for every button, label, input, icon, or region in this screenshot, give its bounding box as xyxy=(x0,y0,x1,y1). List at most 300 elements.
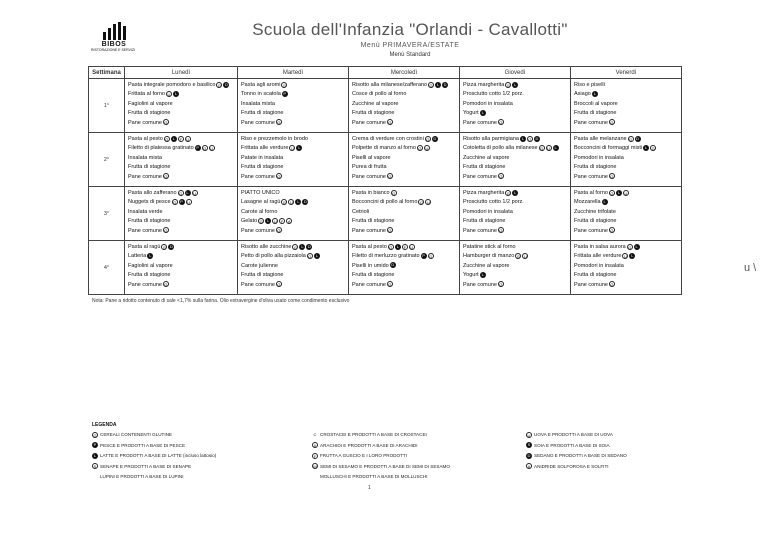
dish-name: Pomodori in insalata xyxy=(463,208,513,215)
dish-name: Crema di verdure con crostini xyxy=(352,136,424,142)
legend-item xyxy=(526,451,627,462)
dish-item xyxy=(128,243,235,252)
latte-allergen-icon: L xyxy=(635,243,638,249)
column-header: Settimana xyxy=(89,67,125,79)
latte-allergen-icon: L xyxy=(521,135,525,141)
dish-item xyxy=(352,217,457,226)
glutine-allergen-icon: G xyxy=(429,253,433,259)
dish-name: Risotto alle zucchine xyxy=(241,244,292,250)
dish-item xyxy=(352,227,457,236)
dish-item xyxy=(463,262,568,271)
dish-item xyxy=(352,281,457,290)
dish-name: Frutta di stagione xyxy=(128,110,171,117)
sedano-allergen-icon: D xyxy=(169,243,173,249)
glutine-allergen-icon: G xyxy=(164,174,168,180)
dish-name: Zucchine al vapore xyxy=(463,262,510,269)
glutine-allergen-icon: G xyxy=(499,282,503,288)
legend-label: MOLLUSCHI E PRODOTTI A BASE DI MOLLUSCHI xyxy=(320,474,428,479)
latte-allergen-icon: L xyxy=(514,81,517,87)
dish-item xyxy=(128,90,235,99)
dish-name: Pane comune xyxy=(463,173,497,180)
dish-name: Pasta al pesto xyxy=(128,136,163,142)
dish-item xyxy=(352,173,457,182)
dish-item xyxy=(463,135,568,144)
glutine-allergen-icon: G xyxy=(164,228,168,234)
latte-allergen-icon: L xyxy=(481,109,484,115)
dish-name: Pane comune xyxy=(352,281,386,288)
legend-item xyxy=(92,441,216,452)
dish-name: Frittata alle verdure xyxy=(241,145,289,152)
dish-item xyxy=(463,81,568,90)
legend-item xyxy=(312,441,450,452)
dish-item xyxy=(574,119,679,128)
dish-name: Zucchine trifolate xyxy=(574,208,616,215)
uova-allergen-icon: U xyxy=(623,253,627,259)
glutine-allergen-icon: G xyxy=(389,244,393,250)
dish-name: Frittata alle verdure xyxy=(574,253,622,260)
glutine-allergen-icon: G xyxy=(172,199,177,205)
dish-item xyxy=(463,271,568,280)
dish-name: Pasta al pesto xyxy=(352,244,387,250)
dish-item xyxy=(128,81,235,90)
dish-item xyxy=(128,173,235,182)
dish-item xyxy=(574,227,679,236)
dish-name: Pizza margherita xyxy=(463,190,505,196)
legend-label: CROSTACEI E PRODOTTI A BASE DI CROSTACEI xyxy=(320,432,427,437)
uova-allergen-icon: U xyxy=(410,244,414,250)
glutine-allergen-icon: G xyxy=(277,120,281,126)
week-row xyxy=(89,187,682,241)
frutta-allergen-icon: F xyxy=(179,136,183,142)
dish-item xyxy=(574,243,679,252)
latte-allergen-icon: L xyxy=(436,81,440,87)
sedano-allergen-icon: D xyxy=(308,243,311,249)
dish-item xyxy=(128,252,235,261)
dish-item xyxy=(241,262,346,271)
glutine-allergen-icon: G xyxy=(506,82,510,88)
glutine-allergen-icon: G xyxy=(499,174,503,180)
logo-subtitle: RISTORAZIONE E SERVIZI xyxy=(91,48,136,52)
dish-name: Pasta in bianco xyxy=(352,190,390,196)
day-cell xyxy=(238,241,349,295)
pesce-allergen-icon: P xyxy=(283,90,287,96)
column-header: Lunedì xyxy=(125,67,238,79)
sedano-allergen-icon: D xyxy=(527,452,531,458)
dish-name: Insalata verde xyxy=(128,208,163,215)
dish-item xyxy=(352,90,457,99)
dish-name: Asiago xyxy=(574,91,591,98)
column-header: Venerdì xyxy=(571,67,682,79)
glutine-allergen-icon: G xyxy=(629,136,633,142)
glutine-allergen-icon: G xyxy=(203,145,207,151)
dish-name: Pane comune xyxy=(574,281,608,288)
legend-label: FRUTTA A GUSCIO E I LORO PRODOTTI xyxy=(320,453,407,458)
dish-name: Pane comune xyxy=(241,119,275,126)
dish-item xyxy=(241,189,346,198)
dish-item xyxy=(463,173,568,182)
dish-item xyxy=(241,271,346,280)
dish-item xyxy=(241,198,346,207)
dish-item xyxy=(463,90,568,99)
latte-allergen-icon: L xyxy=(297,198,300,204)
dish-name: Patatine stick al forno xyxy=(463,244,516,250)
arachidi-allergen-icon: A xyxy=(287,218,291,224)
dish-item xyxy=(574,217,679,226)
dish-item xyxy=(128,227,235,236)
dish-name: Frutta di stagione xyxy=(463,218,506,225)
dish-name: Pasta agli aromi xyxy=(241,82,281,88)
week-row xyxy=(89,133,682,187)
day-cell xyxy=(238,79,349,133)
dish-name: Frutta di stagione xyxy=(241,110,284,117)
glutine-allergen-icon: G xyxy=(259,218,263,224)
dish-item xyxy=(463,119,568,128)
legend-column xyxy=(526,430,627,472)
dish-item xyxy=(463,144,568,153)
dish-name: Bocconcini di formaggi misti xyxy=(574,145,643,152)
week-label: 1° xyxy=(89,79,125,133)
page-title: Scuola dell'Infanzia "Orlandi - Cavallotti" xyxy=(252,20,568,39)
glutine-allergen-icon: G xyxy=(610,190,614,196)
legend-label: LUPINI E PRODOTTI A BASE DI LUPINI xyxy=(100,474,184,479)
dish-item xyxy=(574,281,679,290)
dish-item xyxy=(574,100,679,109)
footnote: Nota: Pane a ridotto contenuto di sale <1,7% sulla farina. Olio extravergine d'oliva usato come condimento esclusivo xyxy=(92,298,350,304)
dish-item xyxy=(352,252,457,261)
day-cell xyxy=(349,79,460,133)
crostacei-allergen-icon: C xyxy=(313,431,317,437)
uova-allergen-icon: U xyxy=(527,432,531,438)
dish-name: Latteria xyxy=(128,253,147,260)
dish-item xyxy=(574,271,679,280)
dish-name: Pane comune xyxy=(463,227,497,234)
glutine-allergen-icon: G xyxy=(178,190,183,196)
dish-item xyxy=(128,100,235,109)
dish-item xyxy=(574,109,679,118)
dish-item xyxy=(128,119,235,128)
glutine-allergen-icon: G xyxy=(277,228,281,234)
dish-name: Filetto di merluzzo gratinato xyxy=(352,253,420,260)
glutine-allergen-icon: G xyxy=(164,282,168,288)
glutine-allergen-icon: G xyxy=(93,432,97,438)
dish-name: Zucchine al vapore xyxy=(352,100,399,107)
sedano-allergen-icon: D xyxy=(225,81,228,87)
latte-allergen-icon: L xyxy=(315,252,318,258)
dish-name: Pane comune xyxy=(352,227,386,234)
dish-item xyxy=(574,135,679,144)
dish-item xyxy=(128,135,235,144)
day-cell xyxy=(349,241,460,295)
uova-allergen-icon: U xyxy=(426,199,430,205)
glutine-allergen-icon: G xyxy=(293,244,298,250)
dish-name: Pasta al ragù xyxy=(128,244,161,250)
legend-item xyxy=(526,430,627,441)
glutine-allergen-icon: G xyxy=(610,120,614,126)
dish-item xyxy=(128,154,235,163)
handwritten-mark: u \ xyxy=(744,262,757,274)
molluschi-allergen-icon xyxy=(312,474,318,480)
soia-allergen-icon: S xyxy=(527,442,531,448)
dish-item xyxy=(241,109,346,118)
sedano-allergen-icon: D xyxy=(535,135,539,141)
dish-name: Bocconcini di pollo al forno xyxy=(352,199,418,206)
uova-allergen-icon: U xyxy=(167,91,171,97)
glutine-allergen-icon: G xyxy=(610,174,614,180)
dish-name: Pane comune xyxy=(352,119,386,126)
dish-item xyxy=(574,163,679,172)
dish-item xyxy=(241,144,346,153)
dish-item xyxy=(352,154,457,163)
day-cell xyxy=(571,79,682,133)
dish-item xyxy=(241,163,346,172)
glutine-allergen-icon: G xyxy=(516,253,520,259)
glutine-allergen-icon: G xyxy=(388,228,392,234)
uova-allergen-icon: U xyxy=(273,218,277,224)
uova-allergen-icon: U xyxy=(290,199,293,205)
logo-graphic xyxy=(103,22,129,40)
dish-item xyxy=(574,252,679,261)
glutine-allergen-icon: G xyxy=(164,120,168,126)
dish-item xyxy=(352,163,457,172)
dish-item xyxy=(241,208,346,217)
dish-item xyxy=(241,81,346,90)
dish-item xyxy=(463,154,568,163)
dish-name: Pane comune xyxy=(128,227,162,234)
dish-item xyxy=(241,154,346,163)
anidride-allergen-icon: A xyxy=(527,464,531,470)
day-cell xyxy=(571,187,682,241)
dish-item xyxy=(352,262,457,271)
sesamo-allergen-icon: M xyxy=(313,464,317,470)
dish-name: Frutta di stagione xyxy=(352,218,395,225)
dish-item xyxy=(463,100,568,109)
latte-allergen-icon: L xyxy=(645,144,648,150)
dish-name: Prosciutto cotto 1/2 porz. xyxy=(463,91,524,98)
dish-item xyxy=(241,281,346,290)
dish-item xyxy=(463,243,568,252)
day-cell xyxy=(125,241,238,295)
dish-name: Lasagne al ragù xyxy=(241,199,281,206)
dish-name: Polpette di manzo al forno xyxy=(352,145,416,152)
day-cell xyxy=(125,133,238,187)
legend-label: SOIA E PRODOTTI A BASE DI SOIA xyxy=(534,442,610,448)
glutine-allergen-icon: G xyxy=(388,120,392,126)
dish-item xyxy=(352,119,457,128)
dish-name: Frutta di stagione xyxy=(574,110,617,117)
sedano-allergen-icon: D xyxy=(304,198,307,204)
dish-name: Pomodori in insalata xyxy=(574,262,624,269)
legend-column xyxy=(312,430,450,483)
dish-name: Frutta di stagione xyxy=(574,218,617,225)
dish-item xyxy=(352,100,457,109)
dish-name: Pane comune xyxy=(574,119,608,126)
legend-item xyxy=(312,430,450,441)
dish-name: Pomodori in insalata xyxy=(574,154,624,161)
dish-item xyxy=(128,109,235,118)
dish-name: Frittata al forno xyxy=(128,91,165,98)
dish-item xyxy=(463,189,568,198)
dish-item xyxy=(463,252,568,261)
dish-name: Riso e prezzemolo in brodo xyxy=(241,136,308,142)
frutta-allergen-icon: F xyxy=(313,453,317,459)
dish-name: Nuggets di pesce xyxy=(128,199,171,206)
frutta-allergen-icon: F xyxy=(280,218,284,224)
week-row xyxy=(89,241,682,295)
legend-label: SENAPE E PRODOTTI A BASE DI SENAPE xyxy=(100,463,192,469)
dish-item xyxy=(574,90,679,99)
column-header: Martedì xyxy=(238,67,349,79)
legend-item xyxy=(312,451,450,462)
senape-allergen-icon: S xyxy=(93,464,97,470)
dish-name: Zucchine al vapore xyxy=(463,154,510,161)
sedano-allergen-icon: D xyxy=(443,81,447,87)
dish-item xyxy=(463,163,568,172)
dish-item xyxy=(463,208,568,217)
glutine-allergen-icon: G xyxy=(499,228,503,234)
dish-item xyxy=(352,135,457,144)
dish-name: Frutta di stagione xyxy=(241,164,284,171)
latte-allergen-icon: L xyxy=(554,144,557,150)
legend-item xyxy=(92,430,216,441)
glutine-allergen-icon: G xyxy=(282,199,287,205)
dish-item xyxy=(574,189,679,198)
dish-name: Pane comune xyxy=(463,281,497,288)
latte-allergen-icon: L xyxy=(301,243,304,249)
dish-name: Insalata mista xyxy=(241,100,275,107)
glutine-allergen-icon: G xyxy=(418,145,422,151)
legend-item xyxy=(312,462,450,473)
day-cell xyxy=(238,187,349,241)
dish-item xyxy=(463,217,568,226)
latte-allergen-icon: L xyxy=(172,135,175,141)
dish-item xyxy=(128,163,235,172)
dish-item xyxy=(241,252,346,261)
dish-name: Risotto alla parmigiana xyxy=(463,136,519,142)
glutine-allergen-icon: G xyxy=(165,136,169,142)
glutine-allergen-icon: G xyxy=(277,174,281,180)
dish-name: Tonno in scatola xyxy=(241,91,281,98)
dish-item xyxy=(241,243,346,252)
dish-name: Cetrioli xyxy=(352,208,370,215)
uova-allergen-icon: U xyxy=(425,145,429,151)
day-cell xyxy=(349,187,460,241)
week-row xyxy=(89,79,682,133)
legend-label: LATTE E PRODOTTI A BASE DI LATTE (incluso lattosio) xyxy=(100,453,217,458)
company-logo xyxy=(91,22,136,52)
dish-name: Pane comune xyxy=(463,119,497,126)
sedano-allergen-icon: D xyxy=(636,135,640,141)
dish-item xyxy=(574,208,679,217)
dish-item xyxy=(241,100,346,109)
glutine-allergen-icon: G xyxy=(610,228,614,234)
day-cell xyxy=(238,133,349,187)
legend-title: LEGENDA xyxy=(92,422,117,428)
latte-allergen-icon: L xyxy=(174,90,178,96)
column-header: Giovedì xyxy=(460,67,571,79)
dish-item xyxy=(128,217,235,226)
glutine-allergen-icon: G xyxy=(528,136,532,142)
legend-item xyxy=(312,472,450,483)
sedano-allergen-icon: D xyxy=(391,262,395,268)
latte-allergen-icon: L xyxy=(631,252,634,258)
dish-item xyxy=(352,271,457,280)
dish-item xyxy=(241,173,346,182)
dish-name: Frutta di stagione xyxy=(128,164,171,171)
dish-name: Fagiolini al vapore xyxy=(128,100,173,107)
glutine-allergen-icon: G xyxy=(388,174,392,180)
dish-name: Cosce di pollo al forno xyxy=(352,91,407,98)
glutine-allergen-icon: G xyxy=(308,253,312,259)
dish-item xyxy=(574,81,679,90)
dish-name: Pomodori in insalata xyxy=(463,100,513,107)
dish-name: Frutta di stagione xyxy=(128,218,171,225)
day-cell xyxy=(460,241,571,295)
glutine-allergen-icon: G xyxy=(217,82,222,88)
latte-allergen-icon: L xyxy=(298,144,301,150)
glutine-allergen-icon: G xyxy=(628,244,632,250)
dish-name: Pane comune xyxy=(241,281,275,288)
dish-item xyxy=(128,198,235,207)
dish-name: Pane comune xyxy=(128,173,162,180)
dish-name: Pasta alle melanzane xyxy=(574,136,627,142)
dish-item xyxy=(352,243,457,252)
week-label: 3° xyxy=(89,187,125,241)
dish-name: Piselli in umido xyxy=(352,262,389,269)
dish-name: Yogurt xyxy=(463,110,479,117)
dish-item xyxy=(574,154,679,163)
legend-label: ARACHIDI E PRODOTTI A BASE DI ARACHIDI xyxy=(320,442,418,448)
dish-item xyxy=(574,144,679,153)
latte-allergen-icon: L xyxy=(186,189,189,195)
dish-name: Frutta di stagione xyxy=(574,272,617,279)
dish-item xyxy=(352,198,457,207)
week-label: 4° xyxy=(89,241,125,295)
uova-allergen-icon: U xyxy=(210,145,214,151)
dish-name: Frutta di stagione xyxy=(352,272,395,279)
latte-allergen-icon: L xyxy=(267,217,270,223)
dish-item xyxy=(128,208,235,217)
latte-allergen-icon: L xyxy=(396,243,399,249)
dish-name: Purea di frutta xyxy=(352,164,387,171)
glutine-allergen-icon: G xyxy=(388,282,392,288)
glutine-allergen-icon: G xyxy=(282,82,286,88)
day-cell xyxy=(460,79,571,133)
dish-name: Petto di pollo alla pizzaiola xyxy=(241,253,306,260)
dish-item xyxy=(352,208,457,217)
dish-name: Pasta allo zafferano xyxy=(128,190,177,196)
pesce-allergen-icon: P xyxy=(196,144,200,150)
dish-item xyxy=(463,227,568,236)
glutine-allergen-icon: G xyxy=(419,199,423,205)
dish-name: Pasta in salsa aurora xyxy=(574,244,626,250)
dish-item xyxy=(574,173,679,182)
dish-item xyxy=(128,271,235,280)
dish-name: Piselli al vapore xyxy=(352,154,391,161)
glutine-allergen-icon: G xyxy=(540,145,544,151)
dish-name: Pane comune xyxy=(241,173,275,180)
latte-allergen-icon: L xyxy=(514,189,517,195)
dish-item xyxy=(574,198,679,207)
day-cell xyxy=(125,187,238,241)
glutine-allergen-icon: G xyxy=(162,244,166,250)
uova-allergen-icon: U xyxy=(193,190,196,196)
dish-name: Prosciutto cotto 1/2 porz. xyxy=(463,199,524,206)
dish-name: Carote al forno xyxy=(241,208,278,215)
legend-label: PESCE E PRODOTTI A BASE DI PESCE xyxy=(100,442,186,448)
day-cell xyxy=(571,133,682,187)
dish-name: Pasta integrale pomodoro e basilico xyxy=(128,82,216,88)
legend-label: CEREALI CONTENENTI GLUTINE xyxy=(100,432,172,437)
